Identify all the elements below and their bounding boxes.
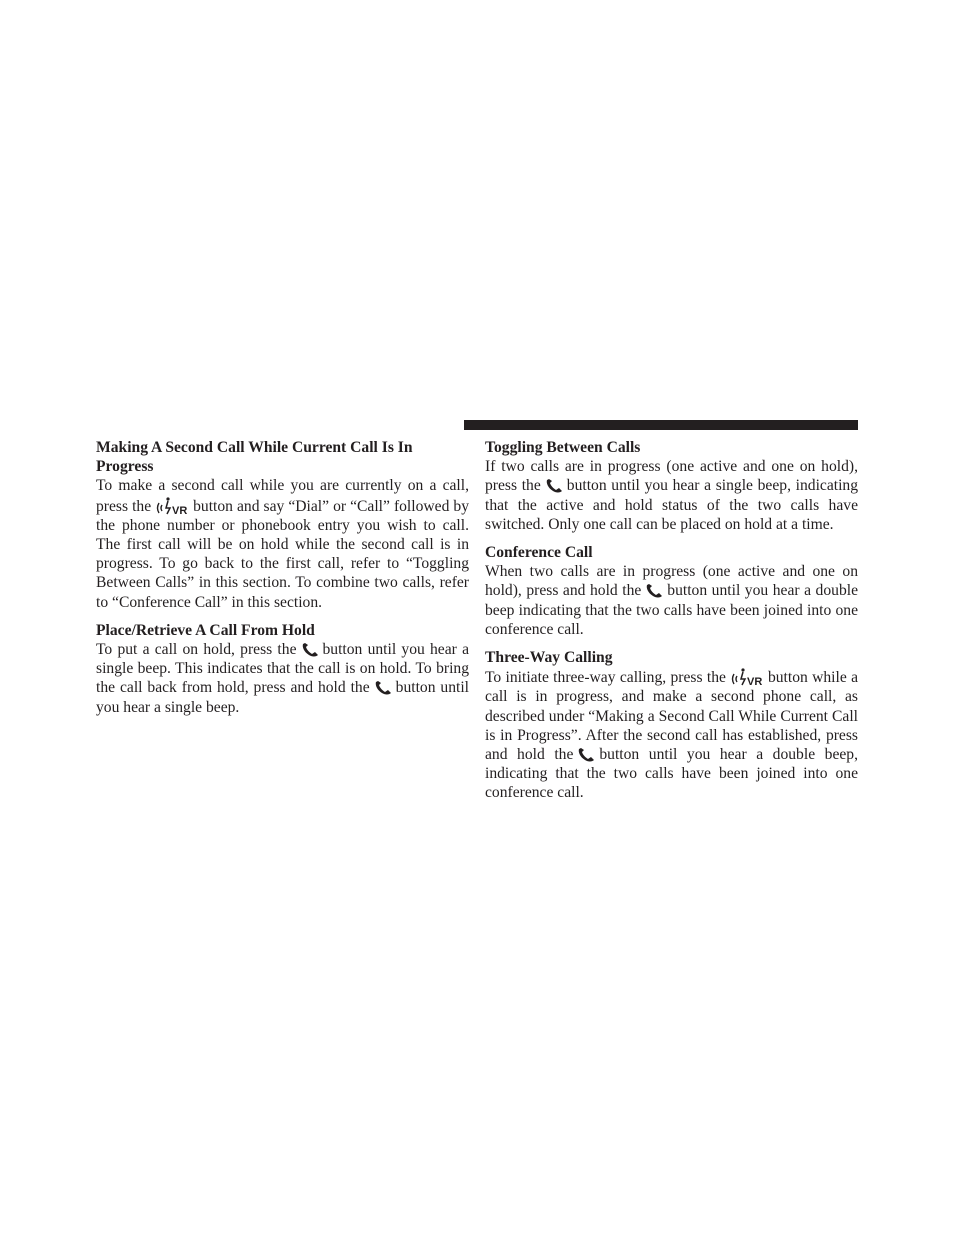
heading-hold: Place/Retrieve A Call From Hold [96,621,315,639]
heading-toggling: Toggling Between Calls [485,439,641,456]
phone-icon [374,681,392,695]
phone-icon [645,584,663,598]
svg-text:VR: VR [746,676,763,688]
svg-text:VR: VR [172,504,188,516]
paragraph-three-way: To initiate three-way calling, press the VR button while a call is in progress, and make a second phone call, as described under “Making a Second Call While Current Call is in Progress”. After the second call has established, press and hold the button until you hear a double beep, indicating that the two calls have been joined into one conference call. [485,669,859,802]
phone-icon [301,643,319,657]
voice-recognition-icon [155,496,189,516]
voice-recognition-icon [730,667,764,687]
right-column [485,438,858,812]
paragraph-second-call: To make a second call while you are currently on a call, press the VR button and say “Dial” or “Call” followed by the phone number or phonebook entry you wish to call. The first call will be on hold while the second call is in progress. To go back to the first call, refer to “Toggling Between Calls” in this section. To combine two calls, refer to “Conference Call” in this section. [96,477,469,611]
left-column [96,438,469,726]
header-rule [464,420,858,430]
phone-icon [577,748,595,762]
heading-second-call: Making A Second Call While Current Call Is In Progress [96,439,413,476]
heading-three-way: Three-Way Calling [485,649,613,667]
paragraph-conference: When two calls are in progress (one active and one on hold), press and hold the button until you hear a double beep indicating that the two calls have been joined into one conference call. [485,563,858,638]
paragraph-hold: To put a call on hold, press the button until you hear a single beep. This indicates that the call is on hold. To bring the call back from hold, press and hold the button until you hear a single beep. [96,641,470,716]
paragraph-toggling: If two calls are in progress (one active and one on hold), press the button until you hear a single beep, indicating that the active and hold status of the two calls have switched. Only one call can be placed on hold at a time. [485,458,859,533]
phone-icon [545,479,563,493]
heading-conference: Conference Call [485,544,593,562]
